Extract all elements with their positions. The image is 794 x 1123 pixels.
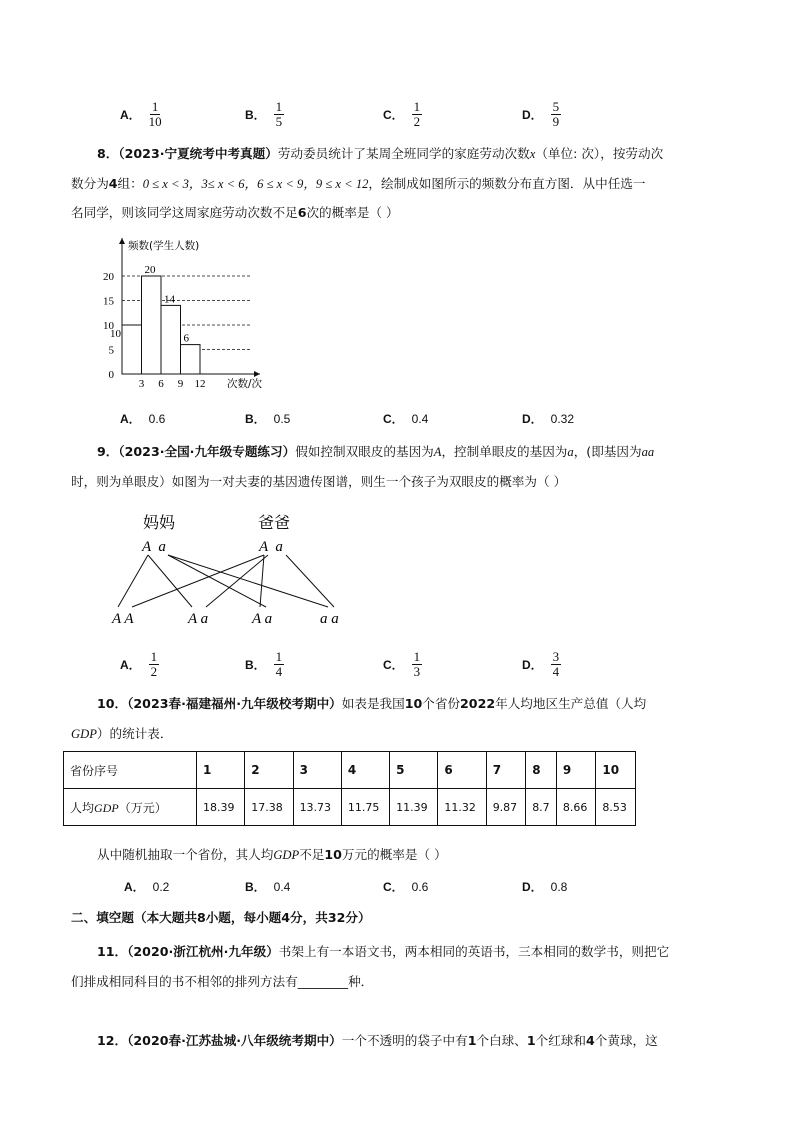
father-label: 爸爸 xyxy=(258,515,291,532)
question-number: 10． xyxy=(97,696,128,711)
q11-line-2 xyxy=(71,972,711,992)
histogram-bar xyxy=(122,325,142,374)
question-text: 名同学，则该同学这周家庭劳动次数不足 xyxy=(71,205,298,220)
q10-option-d xyxy=(522,878,567,895)
q10-line-2 xyxy=(71,724,711,744)
header-text: 人均 xyxy=(70,800,95,815)
gene-inheritance-diagram xyxy=(100,508,360,638)
question-text: （单位: 次） xyxy=(535,146,601,161)
table-row xyxy=(64,789,636,826)
question-text: 不足 xyxy=(299,847,325,862)
question-text: 个黄球，这 xyxy=(594,1033,658,1048)
math-var: GDP xyxy=(273,848,300,862)
question-text: ，(即基因为 xyxy=(573,444,642,459)
option-label: B． xyxy=(245,880,266,894)
question-text: 数分为 xyxy=(71,176,109,191)
table-cell: 2 xyxy=(245,752,293,789)
question-text: 从中随机抽取一个省份，其人均 xyxy=(97,847,274,862)
option-label: B． xyxy=(245,658,266,672)
denominator: 5 xyxy=(275,114,283,129)
table-cell: 11.39 xyxy=(390,789,438,826)
q9-option-c xyxy=(383,650,422,679)
x-tick-label: 6 xyxy=(158,378,164,390)
child-genotype-2: A a xyxy=(188,611,209,627)
table-cell: 4 xyxy=(341,752,389,789)
heading-text: 分） xyxy=(345,910,371,925)
numerator: 1 xyxy=(275,649,283,664)
question-number: 12． xyxy=(97,1033,128,1048)
fraction xyxy=(274,100,285,129)
fraction xyxy=(551,650,562,679)
y-tick-label: 5 xyxy=(108,344,114,357)
q9-option-d xyxy=(522,650,561,679)
question-number: 9． xyxy=(97,444,119,459)
q12-line-1 xyxy=(97,1031,737,1051)
child-genotype-4: a a xyxy=(320,611,339,627)
option-label: B． xyxy=(245,108,266,122)
question-source: （2023春·福建福州·九年级校考期中） xyxy=(127,696,342,711)
option-label: A． xyxy=(120,658,141,672)
y-tick-label: 20 xyxy=(103,271,114,283)
line-ma-child3 xyxy=(168,555,266,607)
section-heading xyxy=(71,908,711,928)
question-source: （2020·浙江杭州·九年级） xyxy=(127,944,279,959)
q9-option-a xyxy=(120,650,159,679)
row-header: 省份序号 xyxy=(64,752,197,789)
number: 10 xyxy=(324,847,342,862)
table-cell: 8.7 xyxy=(526,789,557,826)
x-tick-label: 9 xyxy=(177,378,184,390)
father-genes: A a xyxy=(259,539,283,555)
q11-line-1 xyxy=(97,942,737,962)
option-label: C． xyxy=(383,412,404,426)
question-text: 假如控制双眼皮的基因为 xyxy=(295,444,434,459)
inheritance-lines xyxy=(118,555,334,607)
child-genotype-3: A a xyxy=(252,611,273,627)
x-tick-label: 3 xyxy=(138,378,145,390)
table-cell: 9.87 xyxy=(486,789,526,826)
histogram-bar xyxy=(181,345,201,374)
option-label: D． xyxy=(522,658,543,672)
question-source: （2020春·江苏盐城·八年级统考期中） xyxy=(127,1033,342,1048)
option-label: A． xyxy=(124,880,145,894)
q10-option-b xyxy=(245,878,290,895)
heading-text: 分，共 xyxy=(290,910,328,925)
table-cell: 10 xyxy=(596,752,636,789)
denominator: 3 xyxy=(413,664,421,679)
question-text: 书架上有一本语文书，两本相同的英语书，三本相同的数学书，则把它 xyxy=(278,944,670,959)
question-text: 个红球和 xyxy=(535,1033,586,1048)
line-fa-child4 xyxy=(286,555,334,607)
question-text: 个白球、 xyxy=(476,1033,527,1048)
question-source: （2023·全国·九年级专题练习） xyxy=(118,444,296,459)
math-var: GDP xyxy=(94,800,119,815)
q7-option-c xyxy=(383,100,422,129)
q8-line-3 xyxy=(71,203,711,223)
histogram-chart xyxy=(88,234,268,394)
fraction xyxy=(412,650,423,679)
bar-data-label: 20 xyxy=(144,264,156,276)
question-text: ，绘制成如图所示的频数分布直方图．从中任选一 xyxy=(368,176,646,191)
numerator: 1 xyxy=(413,99,421,114)
table-cell: 11.75 xyxy=(341,789,389,826)
number: 10 xyxy=(404,696,423,711)
question-source: （2023·宁夏统考中考真题） xyxy=(118,146,278,161)
heading-text: 二、填空题（本大题共 xyxy=(71,910,197,925)
number: 32 xyxy=(327,910,346,925)
option-value: 0.32 xyxy=(550,411,575,426)
option-label: D． xyxy=(522,880,543,894)
bar-data-label: 6 xyxy=(183,332,189,345)
line-mA-child1 xyxy=(118,555,148,607)
numerator: 1 xyxy=(151,99,159,114)
y-tick-label: 10 xyxy=(103,320,114,332)
question-text: 一个不透明的袋子中有 xyxy=(341,1033,468,1048)
histogram-bar xyxy=(142,276,162,374)
question-number: 8． xyxy=(97,146,119,161)
line-fA-child3 xyxy=(260,555,264,607)
table-cell: 8.66 xyxy=(556,789,596,826)
row-header xyxy=(64,789,197,826)
table-cell: 11.32 xyxy=(438,789,486,826)
fraction xyxy=(149,650,160,679)
option-value: 0.8 xyxy=(550,879,568,894)
number: 2022 xyxy=(460,696,496,711)
question-text: 时，则为单眼皮）如图为一对夫妻的基因遗传图谱，则生一个孩子为双眼皮的概率为（ ） xyxy=(71,474,567,489)
line-ma-child4 xyxy=(168,555,328,607)
heading-text: 小题，每小题 xyxy=(205,910,282,925)
denominator: 2 xyxy=(413,114,421,129)
question-text: 们排成相同科目的书不相邻的排列方法有________种． xyxy=(71,974,374,989)
bar-data-label: 10 xyxy=(110,328,121,340)
number: 4 xyxy=(281,910,291,925)
question-text: 万元的概率是（ ） xyxy=(341,847,447,862)
q8-option-a xyxy=(120,410,165,427)
q7-option-a xyxy=(120,100,162,129)
child-genotype-1: A A xyxy=(112,611,134,627)
fraction xyxy=(274,650,285,679)
table-cell: 17.38 xyxy=(245,789,293,826)
q9-option-b xyxy=(245,650,284,679)
number: 4 xyxy=(585,1033,595,1048)
number: 4 xyxy=(108,176,118,191)
numerator: 5 xyxy=(552,99,560,114)
table-row xyxy=(64,752,636,789)
q9-line-2 xyxy=(71,472,711,492)
table-cell: 8.53 xyxy=(596,789,636,826)
table-cell: 3 xyxy=(293,752,341,789)
question-text: 组： xyxy=(117,176,143,191)
option-value: 0.5 xyxy=(273,411,291,426)
denominator: 9 xyxy=(552,114,560,129)
option-value: 0.6 xyxy=(411,879,429,894)
table-cell: 18.39 xyxy=(197,789,245,826)
bar-data-label: 14 xyxy=(164,293,175,306)
q8-line-2 xyxy=(71,174,711,194)
q8-option-d xyxy=(522,410,574,427)
option-label: B． xyxy=(245,412,266,426)
question-text: ）的统计表． xyxy=(96,726,173,741)
number: 1 xyxy=(467,1033,477,1048)
q8-option-c xyxy=(383,410,428,427)
denominator: 4 xyxy=(552,664,560,679)
option-label: D． xyxy=(522,108,543,122)
math-var: A xyxy=(433,445,442,459)
q8-line-1 xyxy=(97,144,737,164)
question-number: 11． xyxy=(97,944,128,959)
q10-question xyxy=(97,845,737,865)
table-cell: 5 xyxy=(390,752,438,789)
q7-option-b xyxy=(245,100,284,129)
option-label: C． xyxy=(383,658,404,672)
q10-option-c xyxy=(383,878,428,895)
option-value: 0.4 xyxy=(273,879,291,894)
option-value: 0.2 xyxy=(152,879,170,894)
header-text: （万元） xyxy=(118,800,167,815)
y-tick-label: 15 xyxy=(103,295,114,308)
option-label: A． xyxy=(120,412,141,426)
histogram-bar xyxy=(161,305,181,374)
numerator: 1 xyxy=(413,649,421,664)
gdp-table xyxy=(63,751,636,826)
number: 8 xyxy=(196,910,206,925)
fraction xyxy=(551,100,562,129)
table-cell: 13.73 xyxy=(293,789,341,826)
denominator: 2 xyxy=(150,664,158,679)
q10-line-1 xyxy=(97,694,737,714)
x-axis-arrow xyxy=(254,371,260,377)
option-value: 0.4 xyxy=(411,411,429,426)
table-cell: 6 xyxy=(438,752,486,789)
mother-genes: A a xyxy=(142,539,166,555)
fraction xyxy=(412,100,423,129)
question-text: 如表是我国 xyxy=(341,696,405,711)
number: 1 xyxy=(526,1033,536,1048)
denominator: 10 xyxy=(148,114,162,129)
math-var: x xyxy=(529,147,536,161)
numerator: 3 xyxy=(552,649,560,664)
question-text: 次的概率是（ ） xyxy=(306,205,399,220)
numerator: 1 xyxy=(150,649,158,664)
line-fa-child2 xyxy=(206,555,268,607)
line-mA-child2 xyxy=(148,555,192,607)
x-axis-title: 次数/次 xyxy=(226,378,262,390)
option-label: D． xyxy=(522,412,543,426)
question-text: ，按劳动次 xyxy=(600,146,664,161)
numerator: 1 xyxy=(275,99,283,114)
q9-line-1 xyxy=(97,442,737,462)
table-cell: 7 xyxy=(486,752,526,789)
y-axis-title: 频数(学生人数) xyxy=(128,240,200,252)
q7-option-d xyxy=(522,100,561,129)
table-cell: 8 xyxy=(526,752,557,789)
x-tick-label: 12 xyxy=(194,378,206,390)
y-axis-arrow xyxy=(119,238,125,244)
table-cell: 1 xyxy=(197,752,245,789)
q10-option-a xyxy=(124,878,169,895)
question-text: ，控制单眼皮的基因为 xyxy=(441,444,568,459)
denominator: 4 xyxy=(275,664,283,679)
option-label: C． xyxy=(383,108,404,122)
option-label: C． xyxy=(383,880,404,894)
math-var: GDP xyxy=(71,727,97,741)
math-ranges: 0 ≤ x < 3，3≤ x < 6，6 ≤ x < 9，9 ≤ x < 12 xyxy=(142,177,369,191)
question-text: 劳动委员统计了某周全班同学的家庭劳动次数 xyxy=(277,146,530,161)
option-label: A． xyxy=(120,108,141,122)
y-tick-label: 0 xyxy=(108,369,114,381)
number: 6 xyxy=(297,205,307,220)
math-var: aa xyxy=(641,445,655,459)
math-var: a xyxy=(567,445,574,459)
mother-label: 妈妈 xyxy=(143,515,176,532)
option-value: 0.6 xyxy=(148,411,166,426)
question-text: 个省份 xyxy=(422,696,461,711)
line-fA-child1 xyxy=(132,555,264,607)
fraction xyxy=(149,100,162,129)
table-cell: 9 xyxy=(556,752,596,789)
q8-option-b xyxy=(245,410,290,427)
question-text: 年人均地区生产总值（人均 xyxy=(495,696,647,711)
